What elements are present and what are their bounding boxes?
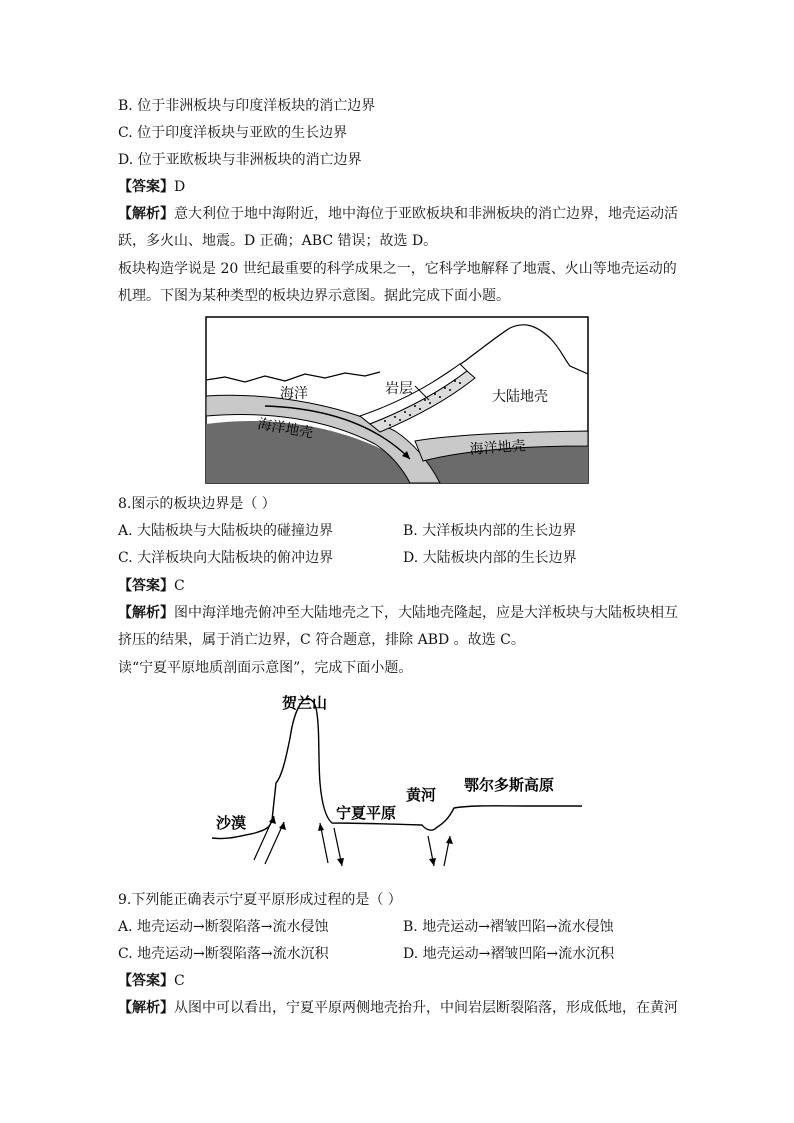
q7-option-b: B. 位于非洲板块与印度洋板块的消亡边界 [118, 98, 376, 114]
ningxia-profile-figure [210, 688, 590, 873]
answer-label: 【答案】 [118, 973, 174, 989]
analysis-text: 图中海洋地壳俯冲至大陆地壳之下，大陆地壳隆起，应是大洋板块与大陆板块相互 [174, 605, 678, 621]
label-yellow-river: 黄河 [406, 786, 437, 804]
q9-answer [118, 971, 185, 991]
q9-option-c: C. 地壳运动→断裂陷落→流水沉积 [118, 946, 329, 962]
answer-label: 【答案】 [118, 578, 174, 594]
q7-answer [118, 177, 185, 197]
q7-option-d: D. 位于亚欧板块与非洲板块的消亡边界 [118, 152, 362, 168]
q8-option-d: D. 大陆板块内部的生长边界 [403, 550, 577, 566]
analysis-text: 从图中可以看出，宁夏平原两侧地壳抬升，中间岩层断裂陷落，形成低地，在黄河 [174, 1000, 678, 1016]
analysis-label: 【解析】 [118, 1000, 174, 1016]
plate-boundary-figure [205, 316, 589, 484]
q9-stem: 9.下列能正确表示宁夏平原形成过程的是（ ） [118, 892, 402, 908]
answer-value: C [174, 578, 185, 594]
label-ordos: 鄂尔多斯高原 [464, 776, 555, 794]
q8-analysis-cont: 挤压的结果，属于消亡边界，C 符合题意，排除 ABD 。故选 C。 [118, 632, 525, 648]
label-oceanic-crust-left: 海洋地壳 [256, 416, 315, 442]
q8-option-c: C. 大洋板块向大陆板块的俯冲边界 [118, 550, 334, 566]
q8-option-b: B. 大洋板块内部的生长边界 [403, 523, 577, 539]
q7-option-c: C. 位于印度洋板块与亚欧的生长边界 [118, 125, 348, 141]
intro2: 读“宁夏平原地质剖面示意图”，完成下面小题。 [118, 660, 413, 676]
label-rock-layer: 岩层 [385, 381, 413, 397]
intro1-line2: 机理。下图为某种类型的板块边界示意图。据此完成下面小题。 [118, 288, 510, 304]
q8-answer [118, 576, 185, 596]
label-helan: 贺兰山 [282, 694, 328, 712]
analysis-label: 【解析】 [118, 206, 174, 222]
q7-analysis [118, 204, 678, 224]
answer-value: D [174, 179, 186, 195]
analysis-label: 【解析】 [118, 605, 174, 621]
label-continental-crust: 大陆地壳 [492, 389, 548, 405]
label-ningxia-plain: 宁夏平原 [336, 804, 397, 822]
analysis-text: 意大利位于地中海附近，地中海位于亚欧板块和非洲板块的消亡边界，地壳运动活 [174, 206, 678, 222]
answer-value: C [174, 973, 185, 989]
q8-analysis [118, 603, 678, 623]
label-desert: 沙漠 [216, 814, 247, 832]
q9-option-d: D. 地壳运动→褶皱凹陷→流水沉积 [403, 946, 615, 962]
label-oceanic-crust-right: 海洋地壳 [469, 438, 527, 458]
q8-stem: 8.图示的板块边界是（ ） [118, 496, 276, 512]
q9-option-b: B. 地壳运动→褶皱凹陷→流水侵蚀 [403, 919, 614, 935]
answer-label: 【答案】 [118, 179, 174, 195]
intro1-line1: 板块构造学说是 20 世纪最重要的科学成果之一，它科学地解释了地震、火山等地壳运动的 [118, 261, 677, 277]
q9-analysis [118, 998, 678, 1018]
q9-option-a: A. 地壳运动→断裂陷落→流水侵蚀 [118, 919, 329, 935]
label-ocean: 海洋 [280, 386, 308, 402]
q8-option-a: A. 大陆板块与大陆板块的碰撞边界 [118, 523, 334, 539]
q7-analysis-cont: 跃，多火山、地震。D 正确；ABC 错误；故选 D。 [118, 233, 438, 249]
